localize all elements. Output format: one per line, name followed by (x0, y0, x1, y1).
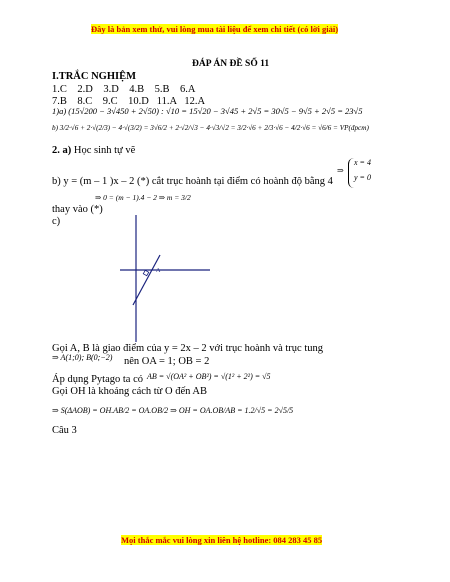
graph-point-a-label: A (156, 268, 161, 274)
question-2a-label: 2. a) (52, 145, 72, 156)
question-3-label: Câu 3 (52, 425, 77, 436)
equation-m: ⇒ 0 = (m − 1).4 − 2 ⇒ m = 3/2 (95, 193, 191, 202)
equation-area: ⇒ S(ΔAOB) = OH.AB/2 = OA.OB/2 ⇒ OH = OA.OB/AB = 1.2/√5 = 2√5/5 (52, 406, 294, 415)
page-title: ĐÁP ÁN ĐỀ SỐ 11 (192, 59, 270, 69)
system-y: y = 0 (354, 173, 371, 182)
question-2b-text: b) y = (m – 1 )x – 2 (*) cắt trục hoành tại điểm có hoành độ bằng 4 (52, 176, 333, 187)
question-2a-text: Học sinh tự vẽ (73, 145, 136, 156)
paragraph-intersections: Gọi A, B là giao điểm của y = 2x – 2 với trục hoành và trục tung (52, 343, 324, 354)
question-2c-label: c) (52, 216, 61, 227)
bottom-banner: Mọi thắc mắc vui lòng xin liên hệ hotline: 084 283 45 85 (121, 535, 323, 545)
system-x: x = 4 (354, 158, 371, 167)
paragraph-distance: Gọi OH là khoảng cách từ O đến AB (52, 386, 207, 397)
equation-points: ⇒ A(1;0); B(0;−2) (52, 353, 113, 362)
equation-1b: b) 3/2·√6 + 2·√(2/3) − 4·√(3/2) = 3√6/2 + 2·√2/√3 − 4·√3/√2 = 3/2·√6 + 2/3·√6 − 4/2·√6 = √6/6 = VP(đpcm) (52, 124, 369, 132)
section-heading-multiple-choice: I.TRẮC NGHIỆM (52, 71, 137, 82)
substitute-text: thay vào (*) (52, 204, 103, 215)
top-banner: Đây là bản xem thử, vui lòng mua tài liệu để xem chi tiết (có lời giải) (91, 24, 339, 34)
line-graph (80, 210, 220, 350)
answers-row-2: 7.B 8.C 9.C 10.D 11.A 12.A (52, 96, 206, 107)
paragraph-lengths: nên OA = 1; OB = 2 (124, 356, 210, 367)
paragraph-pythagoras: Áp dụng Pytago ta có (52, 374, 143, 385)
equation-1a: 1)a) (15√200 − 3√450 + 2√50) : √10 = 15√20 − 3√45 + 2√5 = 30√5 − 9√5 + 2√5 = 23√5 (52, 106, 363, 116)
equation-pythagoras: AB = √(OA² + OB²) = √(1² + 2²) = √5 (147, 372, 271, 381)
answers-row-1: 1.C 2.D 3.D 4.B 5.B 6.A (52, 84, 196, 95)
implies-arrow: ⇒ (337, 166, 344, 175)
